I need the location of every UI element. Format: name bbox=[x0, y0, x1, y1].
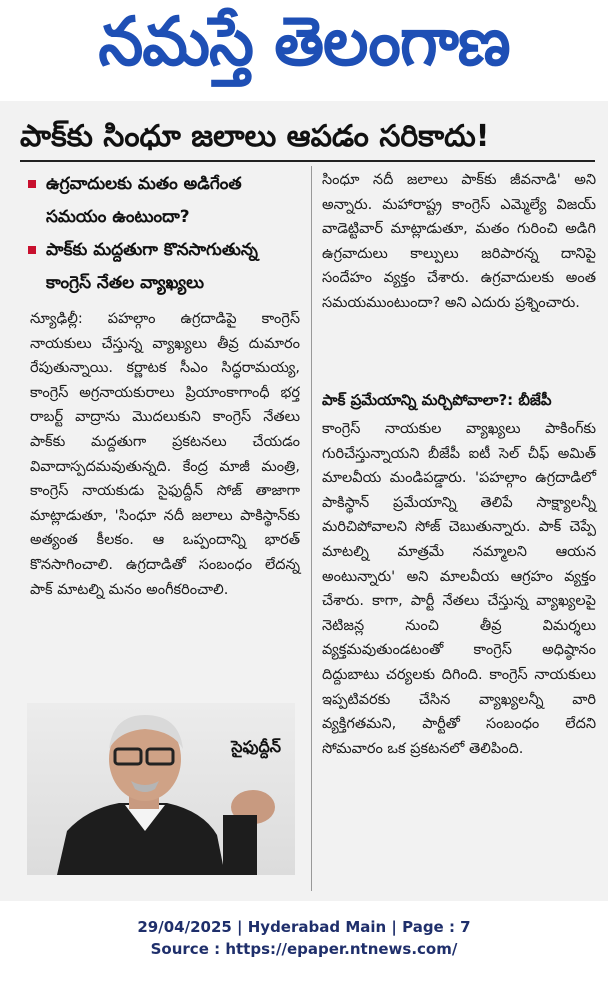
headline-rule bbox=[20, 160, 595, 162]
photo-caption: సైఫుద్దీన్‌ bbox=[231, 737, 281, 756]
bullet-square-icon bbox=[28, 180, 36, 188]
subheading: పాక్‌ ప్రమేయాన్ని మర్చిపోవాలా?: బీజేపీ bbox=[322, 391, 552, 409]
highlight-text: ఉగ్రవాదులకు మతం అడిగేంత సమయం ఉంటుందా? bbox=[46, 174, 242, 227]
newspaper-title: నమస్తే తెలంగాణ bbox=[98, 3, 510, 81]
masthead bbox=[0, 0, 608, 100]
body-column-right-top: సింధూ నదీ జలాలు పాక్‌కు జీవనాడి' అని అన్నారు. మహారాష్ట్ర కాంగ్రెస్‌ ఎమ్మెల్యే విజయ్‌ వాడెట్టివార్‌ మాట్లాడుతూ, మతం గురించి అడిగి ఉగ్రవాదులు కాల్పులు జరిపారన్న దానిపై సందేహం వ్యక్తం చేశారు. ఉగ్రవాదులకు అంత సమయముంటుందా? అని ఎదురు ప్రశ్నించారు. bbox=[322, 172, 596, 311]
footer-date-edition: 29/04/2025 | Hyderabad Main | Page : 7 bbox=[137, 918, 471, 936]
body-column-left: న్యూఢిల్లీ: పహల్గాం ఉగ్రదాడిపై కాంగ్రెస్‌ నాయకులు చేస్తున్న వ్యాఖ్యలు తీవ్ర దుమారం రేపుతున్నాయి. కర్ణాటక సీఎం సిద్ధరామయ్య, కాంగ్రెస్‌ అగ్రనాయకురాలు ప్రియాంకాగాంధీ భర్త రాబర్ట్‌ వాద్రాను మొదలుకుని కాంగ్రెస్‌ నేతలు పాక్‌కు మద్దతుగా ప్రకటనలు చేయడం వివాదాస్పదమవుతున్నది. కేంద్ర మాజీ మంత్రి, కాంగ్రెస్‌ నాయకుడు సైఫుద్దీన్‌ సోజ్‌ తాజాగా మాట్లాడుతూ, 'సింధూ నదీ జలాలు పాకిస్థాన్‌కు అత్యంత కీలకం. ఆ ఒప్పందాన్ని భారత్‌ కొనసాగించాలి. ఉగ్రదాడితో సంబంధం లేదన్న పాక్‌ మాటల్ని మనం అంగీకరించాలి. bbox=[30, 311, 300, 598]
highlight-item bbox=[28, 168, 308, 234]
portrait-illustration bbox=[27, 703, 295, 875]
column-divider bbox=[311, 166, 312, 891]
headline: పాక్‌కు సింధూ జలాలు ఆపడం సరికాదు! bbox=[20, 119, 490, 154]
footer-source: Source : https://epaper.ntnews.com/ bbox=[150, 940, 458, 958]
portrait-photo bbox=[27, 703, 295, 875]
highlight-item bbox=[28, 234, 308, 300]
highlights bbox=[28, 168, 308, 300]
page-footer bbox=[0, 916, 608, 960]
body-column-right-bottom: కాంగ్రెస్‌ నాయకుల వ్యాఖ్యలు పాకింగ్‌కు గురిచేస్తున్నాయని బీజేపీ ఐటీ సెల్‌ చీఫ్‌ అమిత్‌ మాలవీయ మండిపడ్డారు. 'పహల్గాం ఉగ్రదాడిలో పాకిస్థాన్‌ ప్రమేయాన్ని తెలిపే సాక్ష్యాలన్నీ మరిచిపోవాలని సోజ్‌ చెబుతున్నారు. పాక్‌ చెప్పే మాటల్ని మాత్రమే నమ్మాలని ఆయన అంటున్నారు' అని మాలవీయ ఆగ్రహం వ్యక్తం చేశారు. కాగా, పార్టీ నేతలు చేస్తున్న వ్యాఖ్యలపై నెటిజన్ల నుంచి తీవ్ర విమర్శలు వ్యక్తమవుతుండటంతో కాంగ్రెస్‌ అధిష్ఠానం దిద్దుబాటు చర్యలకు దిగింది. కాంగ్రెస్‌ నాయకులు ఇప్పటివరకు చేసిన వ్యాఖ్యలన్నీ వారి వ్యక్తిగతమని, పార్టీతో సంబంధం లేదని సోమవారం ఒక ప్రకటనలో తెలిపింది. bbox=[322, 421, 596, 757]
bullet-square-icon bbox=[28, 246, 36, 254]
highlight-text: పాక్‌కు మద్దతుగా కొనసాగుతున్న కాంగ్రెస్‌ నేతల వ్యాఖ్యలు bbox=[46, 240, 258, 293]
